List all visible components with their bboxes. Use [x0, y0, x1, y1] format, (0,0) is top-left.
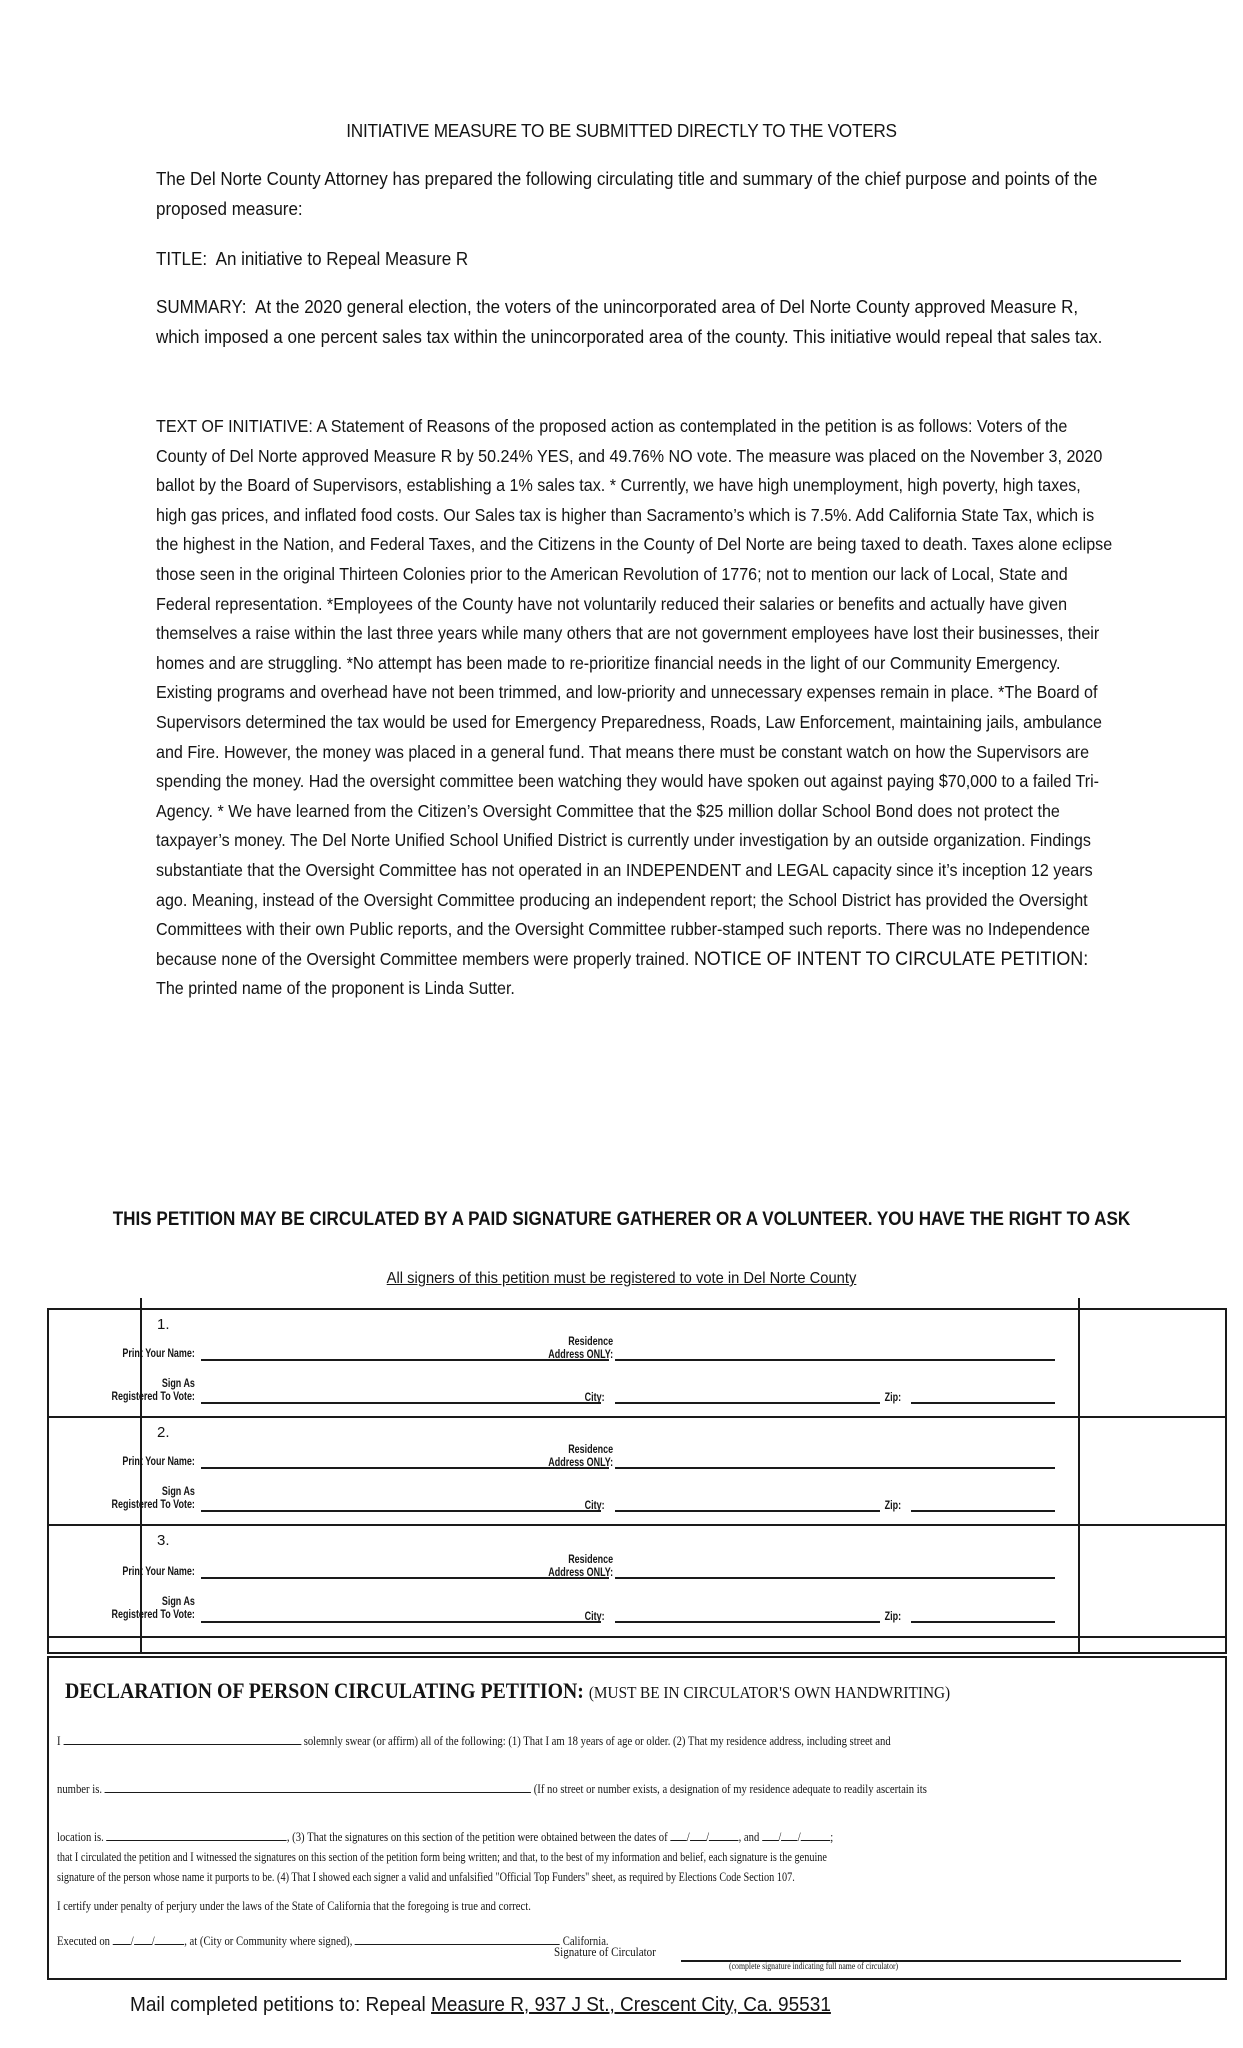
city-label: City: — [585, 1500, 605, 1512]
declaration-line-5: signature of the person whose name it purports to be. (4) That I showed each signer a valid and unfalsified "Official Top Funders" sheet, as required by Elections Code Section 107. — [57, 1870, 795, 1884]
declaration-line-1: I solemnly swear (or affirm) all of the following: (1) That I am 18 years of age or older. (2) That my residence address, including street and — [57, 1733, 891, 1748]
table-footer-strip — [47, 1636, 1227, 1654]
residence-address-field[interactable] — [105, 1780, 531, 1793]
row-number: 3. — [157, 1532, 170, 1549]
mail-address: Measure R, 937 J St., Crescent City, Ca. 95531 — [431, 1994, 831, 2016]
title-label: TITLE: — [156, 248, 208, 269]
certify-statement: I certify under penalty of perjury under the laws of the State of California that the foregoing is true and correct. — [57, 1898, 531, 1913]
circulation-notice: THIS PETITION MAY BE CIRCULATED BY A PAID SIGNATURE GATHERER OR A VOLUNTEER. YOU HAVE THE RIGHT TO ASK — [112, 1209, 1131, 1230]
date-from-day[interactable] — [690, 1828, 706, 1841]
declaration-line-3: location is. , (3) That the signatures on this section of the petition were obtained between the dates of / / , and / / ; — [57, 1829, 834, 1844]
residence-label: Residence Address ONLY: — [548, 1336, 613, 1361]
signature-row — [49, 1418, 1225, 1526]
city-field[interactable] — [615, 1621, 880, 1623]
title-text: An initiative to Repeal Measure R — [215, 248, 469, 269]
zip-field[interactable] — [911, 1621, 1055, 1623]
notice-label: NOTICE OF INTENT TO CIRCULATE PETITION: — [693, 947, 1089, 970]
intro-paragraph: The Del Norte County Attorney has prepared the following circulating title and summary of the chief purpose and points of the proposed measure: — [156, 168, 1098, 219]
mail-prefix: Mail completed petitions to: Repeal — [130, 1994, 432, 2016]
executed-line: Executed on / / , at (City or Community where signed), California. — [57, 1933, 609, 1948]
date-to-day[interactable] — [781, 1828, 797, 1841]
address-field[interactable] — [615, 1577, 1055, 1579]
zip-label: Zip: — [884, 1500, 901, 1512]
zip-field[interactable] — [911, 1510, 1055, 1512]
signature-hint: (complete signature indicating full name of circulator) — [729, 1962, 899, 1972]
row-number: 1. — [157, 1316, 170, 1333]
summary-paragraph — [156, 292, 1104, 351]
print-name-label: Print Your Name: — [122, 1348, 195, 1360]
signers-note: All signers of this petition must be registered to vote in Del Norte County — [386, 1270, 857, 1287]
declaration-title: DECLARATION OF PERSON CIRCULATING PETITION: (MUST BE IN CIRCULATOR'S OWN HANDWRITING) — [65, 1678, 951, 1703]
city-field[interactable] — [615, 1510, 880, 1512]
notice-text: The printed name of the proponent is Linda Sutter. — [156, 978, 515, 999]
signature-row — [49, 1526, 1225, 1638]
address-field[interactable] — [615, 1359, 1055, 1361]
initiative-text — [156, 412, 1113, 1004]
signature-row — [49, 1310, 1225, 1418]
date-to-month[interactable] — [762, 1828, 778, 1841]
summary-text: At the 2020 general election, the voters of the unincorporated area of Del Norte County approved Measure R, which imposed a one percent sales tax within the unincorporated area of the county. This initiative would repeal that sales tax. — [156, 296, 1103, 347]
executed-day[interactable] — [134, 1932, 152, 1945]
sign-as-label: Sign As Registered To Vote: — [111, 1378, 195, 1403]
declaration-subtitle: (MUST BE IN CIRCULATOR'S OWN HANDWRITING) — [588, 1683, 951, 1702]
measure-title — [156, 244, 1039, 274]
city-label: City: — [585, 1392, 605, 1404]
city-label: City: — [585, 1611, 605, 1623]
executed-year[interactable] — [155, 1932, 185, 1945]
mail-instructions — [130, 1994, 831, 2017]
date-from-year[interactable] — [709, 1828, 739, 1841]
circulator-name-field[interactable] — [63, 1732, 301, 1745]
address-field[interactable] — [615, 1467, 1055, 1469]
executed-month[interactable] — [113, 1932, 131, 1945]
signature-field[interactable] — [201, 1402, 601, 1404]
residence-label: Residence Address ONLY: — [548, 1554, 613, 1579]
zip-field[interactable] — [911, 1402, 1055, 1404]
print-name-label: Print Your Name: — [122, 1456, 195, 1468]
print-name-label: Print Your Name: — [122, 1566, 195, 1578]
date-from-month[interactable] — [670, 1828, 686, 1841]
document-heading: INITIATIVE MEASURE TO BE SUBMITTED DIRECTLY TO THE VOTERS — [346, 120, 897, 141]
declaration-line-4: that I circulated the petition and I witnessed the signatures on this section of the petition form being written; and that, to the best of my information and belief, each signature is the genuine — [57, 1850, 827, 1864]
date-to-year[interactable] — [801, 1828, 831, 1841]
location-field[interactable] — [106, 1828, 286, 1841]
row-number: 2. — [157, 1424, 170, 1441]
executed-city-field[interactable] — [355, 1932, 560, 1945]
initiative-label: TEXT OF INITIATIVE: — [156, 416, 313, 436]
residence-label: Residence Address ONLY: — [548, 1444, 613, 1469]
summary-label: SUMMARY: — [156, 296, 247, 317]
initiative-body: A Statement of Reasons of the proposed action as contemplated in the petition is as follows: Voters of the County of Del Norte approved Measure R by 50.24% YES, and 49.76% NO vote. The measure was placed on the November 3, 2020 ballot by the Board of Supervisors, establishing a 1% sales tax. * Currently, we have high unemployment, high poverty, high taxes, high gas prices, and inflated food costs. Our Sales tax is higher than Sacramento’s which is 7.5%. Add California State Tax, which is the highest in the Nation, and Federal Taxes, and the Citizens in the County of Del Norte are being taxed to death. Taxes alone eclipse those seen in the original Thirteen Colonies prior to the American Revolution of 1776; not to mention our lack of Local, State and Federal representation. *Employees of the County have not voluntarily reduced their salaries or benefits and actually have given themselves a raise within the last three years while many others that are not government employees have lost their businesses, their homes and are struggling. *No attempt has been made to re-prioritize financial needs in the light of our Community Emergency. Existing programs and overhead have not been trimmed, and low-priority and unnecessary expenses remain in place. *The Board of Supervisors determined the tax would be used for Emergency Preparedness, Roads, Law Enforcement, maintaining jails, ambulance and Fire. However, the money was placed in a general fund. That means there must be constant watch on how the Supervisors are spending the money. Had the oversight committee been watching they would have spoken out against paying $70,000 to a failed Tri-Agency. * We have learned from the Citizen’s Oversight Committee that the $25 million dollar School Bond does not protect the taxpayer’s money. The Del Norte Unified School Unified District is currently under investigation by an outside organization. Findings substantiate that the Oversight Committee has not operated in an INDEPENDENT and LEGAL capacity since it’s inception 12 years ago. Meaning, instead of the Oversight Committee producing an independent report; the School District has provided the Oversight Committees with their own Public reports, and the Oversight Committee rubber-stamped such reports. There was no Independence because none of the Oversight Committee members were properly trained. — [156, 416, 1113, 969]
sign-as-label: Sign As Registered To Vote: — [111, 1486, 195, 1511]
signature-field[interactable] — [201, 1510, 601, 1512]
signature-line: Signature of Circulator — [554, 1944, 656, 1959]
circulator-declaration — [47, 1656, 1227, 1980]
city-field[interactable] — [615, 1402, 880, 1404]
signature-table — [47, 1308, 1227, 1638]
signature-field[interactable] — [201, 1621, 601, 1623]
zip-label: Zip: — [884, 1392, 901, 1404]
sign-as-label: Sign As Registered To Vote: — [111, 1596, 195, 1621]
zip-label: Zip: — [884, 1611, 901, 1623]
declaration-line-2: number is. (If no street or number exists, a designation of my residence adequate to readily ascertain its — [57, 1781, 927, 1796]
